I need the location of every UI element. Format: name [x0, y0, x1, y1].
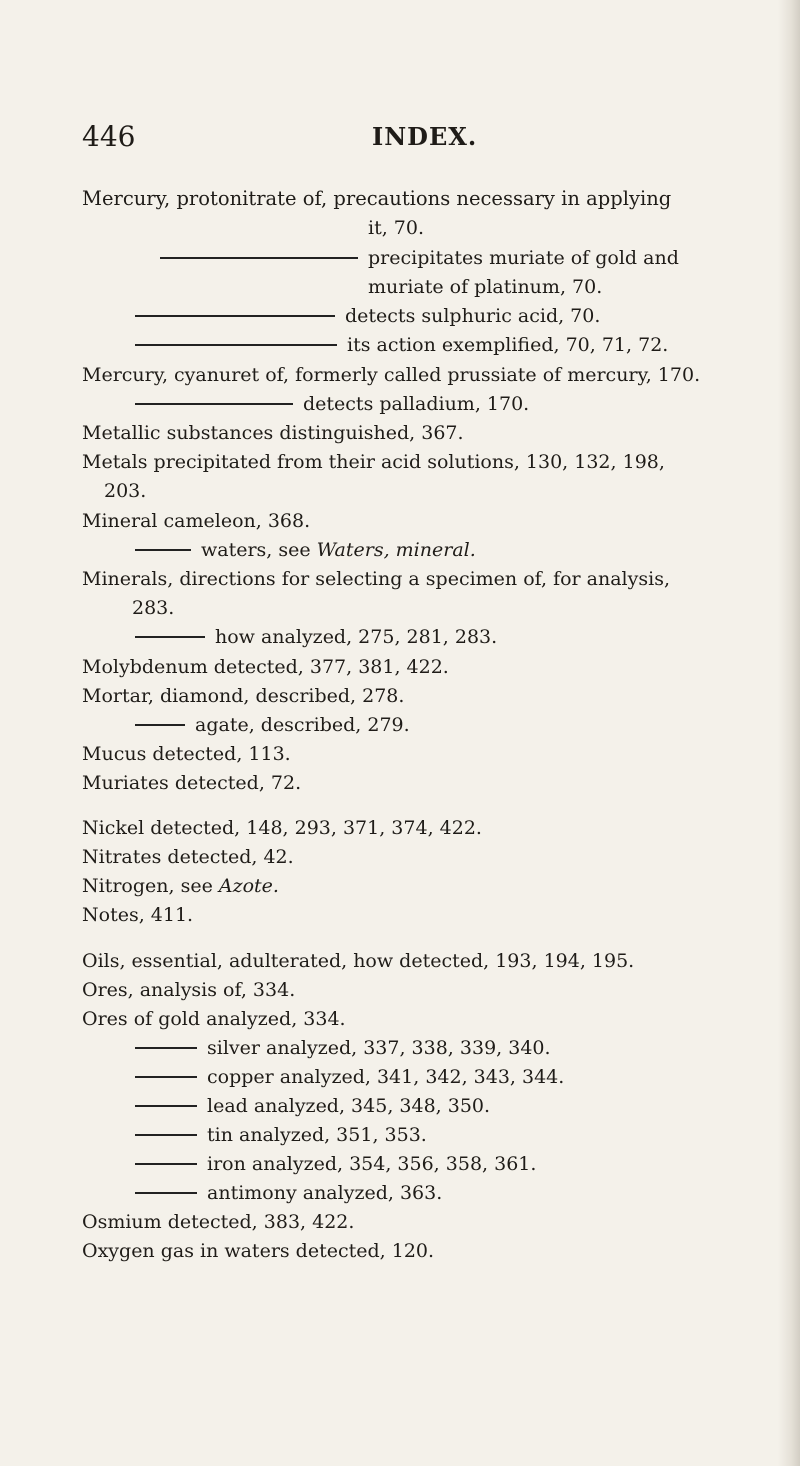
ditto-dash — [135, 636, 205, 638]
index-entry: Nitrates detected, 42. — [82, 846, 294, 868]
index-entry-continuation: 283. — [132, 597, 175, 619]
ditto-dash — [135, 1134, 197, 1136]
index-subentry: copper analyzed, 341, 342, 343, 344. — [135, 1064, 564, 1090]
index-entry: Metals precipitated from their acid solutions, 130, 132, 198, — [82, 451, 665, 473]
ditto-dash — [135, 1192, 197, 1194]
index-entry: Nitrogen, see Azote. — [82, 875, 279, 897]
ditto-dash — [135, 344, 337, 346]
ditto-dash — [135, 1047, 197, 1049]
index-entry: Minerals, directions for selecting a specimen of, for analysis, — [82, 568, 670, 590]
ditto-dash — [135, 724, 185, 726]
index-subentry: its action exemplified, 70, 71, 72. — [135, 332, 668, 358]
index-subentry: detects palladium, 170. — [135, 391, 529, 417]
ditto-dash — [135, 1163, 197, 1165]
ditto-dash — [160, 257, 358, 259]
index-subentry: detects sulphuric acid, 70. — [135, 303, 600, 329]
index-subentry: waters, see Waters, mineral. — [135, 537, 476, 563]
index-entry: Muriates detected, 72. — [82, 772, 302, 794]
index-entry: Ores, analysis of, 334. — [82, 979, 296, 1001]
index-entry: Osmium detected, 383, 422. — [82, 1211, 355, 1233]
index-entry: Metallic substances distinguished, 367. — [82, 422, 464, 444]
index-subentry: silver analyzed, 337, 338, 339, 340. — [135, 1035, 551, 1061]
index-entry: Mercury, cyanuret of, formerly called prussiate of mercury, 170. — [82, 364, 701, 386]
ditto-dash — [135, 1076, 197, 1078]
index-subentry: lead analyzed, 345, 348, 350. — [135, 1093, 490, 1119]
index-entry: Nickel detected, 148, 293, 371, 374, 422. — [82, 817, 482, 839]
index-subentry: iron analyzed, 354, 356, 358, 361. — [135, 1151, 536, 1177]
index-subentry: agate, described, 279. — [135, 712, 410, 738]
ditto-dash — [135, 315, 335, 317]
index-entry: Notes, 411. — [82, 904, 194, 926]
page-edge-shadow — [778, 0, 800, 1466]
index-entry: Molybdenum detected, 377, 381, 422. — [82, 656, 449, 678]
ditto-dash — [135, 549, 191, 551]
running-title: INDEX. — [372, 122, 478, 151]
index-entry-continuation: muriate of platinum, 70. — [368, 276, 603, 298]
page-header — [82, 120, 722, 170]
index-entry: Mucus detected, 113. — [82, 743, 291, 765]
index-subentry: antimony analyzed, 363. — [135, 1180, 442, 1206]
index-subentry: how analyzed, 275, 281, 283. — [135, 624, 497, 650]
page-number: 446 — [82, 120, 136, 153]
ditto-dash — [135, 1105, 197, 1107]
index-entry-continuation: it, 70. — [368, 217, 425, 239]
index-entry-continuation: 203. — [104, 480, 147, 502]
index-entry: Mortar, diamond, described, 278. — [82, 685, 405, 707]
index-entry: Oxygen gas in waters detected, 120. — [82, 1240, 435, 1262]
index-entry: Oils, essential, adulterated, how detected, 193, 194, 195. — [82, 950, 635, 972]
index-entry: Mercury, protonitrate of, precautions necessary in applying — [82, 187, 672, 210]
index-subentry: precipitates muriate of gold and — [160, 245, 679, 271]
index-subentry: tin analyzed, 351, 353. — [135, 1122, 427, 1148]
index-entry: Mineral cameleon, 368. — [82, 510, 311, 532]
ditto-dash — [135, 403, 293, 405]
index-entry: Ores of gold analyzed, 334. — [82, 1008, 346, 1030]
